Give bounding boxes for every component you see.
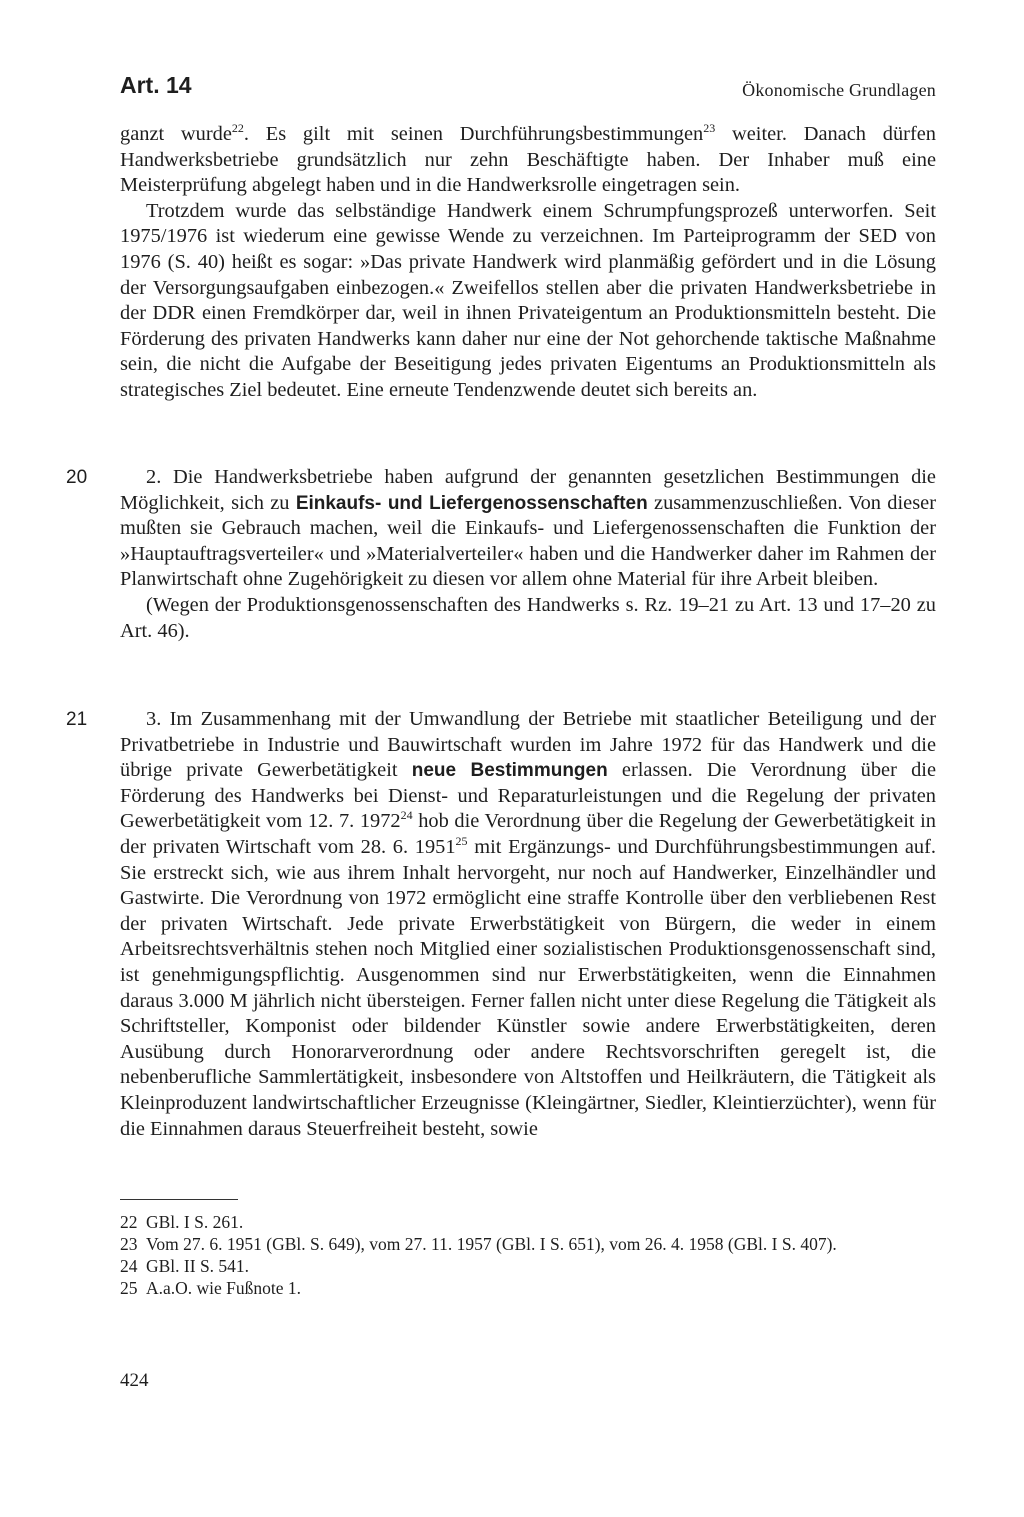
footnote-23 xyxy=(120,1233,936,1255)
footnote-text: Vom 27. 6. 1951 (GBl. S. 649), vom 27. 11. 1957 (GBl. I S. 651), vom 26. 4. 1958 (GBl. I S. 407). xyxy=(146,1234,837,1254)
footnote-text: GBl. II S. 541. xyxy=(146,1256,250,1276)
footnote-24 xyxy=(120,1255,936,1277)
paragraph-3-bold-term: Einkaufs- und Liefergenossenschaften xyxy=(295,492,648,514)
footnote-number: 22 xyxy=(120,1212,138,1232)
footnotes xyxy=(120,1211,936,1299)
footnote-text: GBl. I S. 261. xyxy=(146,1212,244,1232)
section-heading: Ökonomische Grundlagen xyxy=(742,80,936,100)
paragraph-3-text-b: zusammenzuschließen. Von dieser mußten sie Gebrauch machen, weil die Einkaufs- und Liefergenossenschaften die Funktion der »Hauptauftragsverteiler« und »Materialverteiler« haben und die Handwerker daher im Rahmen der Planwirtschaft ohne Zugehörigkeit zu diesen vor allem ohne Material für ihre Arbeit bleiben. xyxy=(120,491,936,591)
paragraph-4: (Wegen der Produktionsgenossenschaften des Handwerks s. Rz. 19–21 zu Art. 13 und 17–20 zu Art. 46). xyxy=(120,593,936,642)
paragraph-5-text-c: hob die Verordnung über die Regelung der Gewerbetätigkeit in der privaten Wirtschaft vom 28. 6. 1951 xyxy=(120,810,937,858)
text-block-20 xyxy=(120,465,936,644)
paragraph-5 xyxy=(120,707,936,1142)
footnote-divider xyxy=(120,1199,238,1200)
text-block-intro xyxy=(120,122,936,404)
margin-number-20: 20 xyxy=(66,467,88,488)
paragraph-5-text-a: 3. Im Zusammenhang mit der Umwandlung der Betriebe mit staatlicher Beteiligung und der Privatbetriebe in Industrie und Bauwirtschaft wurden im Jahre 1972 für das Handwerk und die übrige private Gewerbetätigkeit xyxy=(120,708,936,782)
footnote-number: 23 xyxy=(120,1234,138,1254)
paragraph-3 xyxy=(120,465,936,593)
paragraph-5-text-b: erlassen. Die Verordnung über die Förderung des Handwerks bei Dienst- und Reparaturleistungen und die Regelung der privaten Gewerbetätigkeit vom 12. 7. 1972 xyxy=(120,759,936,833)
paragraph-1-text-b: . Es gilt mit seinen Durchführungsbestimmungen xyxy=(243,123,704,145)
footnote-number: 25 xyxy=(120,1278,138,1298)
page-number: 424 xyxy=(120,1370,149,1391)
footnote-25 xyxy=(120,1277,936,1299)
footnote-ref-24[interactable]: 24 xyxy=(400,808,413,823)
paragraph-1-text-c: weiter. Danach dürfen Handwerksbetriebe grundsätzlich nur zehn Beschäftigte haben. Der Inhaber muß eine Meisterprüfung abgelegt haben und in die Handwerksrolle eingetragen sein. xyxy=(120,123,936,197)
footnote-ref-23[interactable]: 23 xyxy=(703,121,716,136)
paragraph-1-text-a: ganzt wurde xyxy=(120,123,232,145)
margin-number-21: 21 xyxy=(66,709,88,730)
paragraph-5-text-d: mit Ergänzungs- und Durchführungsbestimmungen auf. Sie erstreckt sich, wie aus ihrem Inhalt hervorgeht, nur noch auf Handwerker, Einzelhändler und Gastwirte. Die Verordnung von 1972 ermöglicht eine straffe Kontrolle über den verbliebenen Rest der privaten Wirtschaft. Jede private Erwerbstätigkeit von Bürgern, die weder in einem Arbeitsrechtsverhältnis stehen noch Mitglied einer sozialistischen Produktionsgenossenschaft sind, ist genehmigungspflichtig. Ausgenommen sind nur Erwerbstätigkeiten, wenn die Einnahmen daraus 3.000 M jährlich nicht übersteigen. Ferner fallen nicht unter diese Regelung die Tätigkeit als Schriftsteller, Komponist oder bildender Künstler sowie andere Erwerbstätigkeiten, deren Ausübung durch Honorarverordnung oder andere Rechtsvorschriften geregelt ist, die nebenberufliche Sammlertätigkeit, insbesondere von Altstoffen und Heilkräutern, die Tätigkeit als Kleinproduzent landwirtschaftlicher Erzeugnisse (Kleingärtner, Siedler, Kleintierzüchter), wenn für die Einnahmen daraus Steuerfreiheit besteht, sowie xyxy=(120,835,936,1140)
footnote-number: 24 xyxy=(120,1256,138,1276)
footnote-ref-22[interactable]: 22 xyxy=(231,121,244,136)
paragraph-1 xyxy=(120,122,936,199)
footnote-text: A.a.O. wie Fußnote 1. xyxy=(146,1278,302,1298)
paragraph-2: Trotzdem wurde das selbständige Handwerk einem Schrumpfungsprozeß unterworfen. Seit 1975/1976 ist wiederum eine gewisse Wende zu verzeichnen. Im Parteiprogramm der SED von 1976 (S. 40) heißt es sogar: »Das private Handwerk wird planmäßig gefördert und in die Lösung der Versorgungsaufgaben einbezogen.« Zweifellos stellen aber die privaten Handwerksbetriebe in der DDR einen Fremdkörper dar, weil in ihnen Privateigentum an Produktionsmitteln besteht. Die Förderung des privaten Handwerks kann daher nur eine der Not gehorchende taktische Maßnahme sein, die nicht die Aufgabe der Beseitigung jedes privaten Eigentums an Produktionsmitteln als strategisches Ziel bedeutet. Eine erneute Tendenzwende deutet sich bereits an. xyxy=(120,199,936,401)
paragraph-5-bold-term: neue Bestimmungen xyxy=(411,760,608,782)
footnote-ref-25[interactable]: 25 xyxy=(455,834,468,849)
text-block-21 xyxy=(120,707,936,1142)
paragraph-3-text-a: 2. Die Handwerksbetriebe haben aufgrund der genannten gesetzlichen Bestimmungen die Möglichkeit, sich zu xyxy=(120,466,936,514)
footnote-22 xyxy=(120,1211,936,1233)
article-heading: Art. 14 xyxy=(120,72,192,98)
